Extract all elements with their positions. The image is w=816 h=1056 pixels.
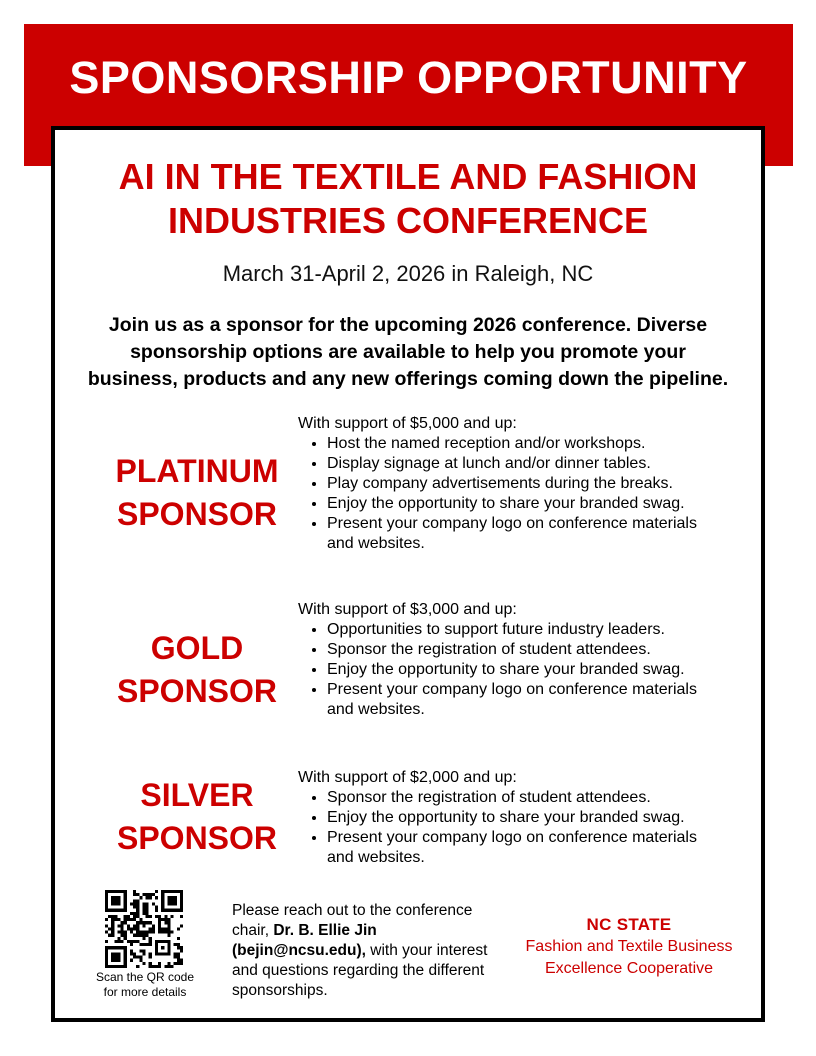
benefit-item: • Enjoy the opportunity to share your branded swag. — [327, 660, 697, 680]
tier-support: With support of $3,000 and up: — [298, 601, 517, 618]
benefit-item: • Present your company logo on conference materials and websites. — [327, 828, 697, 868]
tier-body-gold — [298, 600, 738, 720]
benefit-item: • Display signage at lunch and/or dinner tables. — [327, 454, 738, 474]
banner-title: SPONSORSHIP OPPORTUNITY — [69, 52, 748, 103]
intro-line1: Join us as a sponsor for the upcoming 2026 conference. Diverse — [108, 314, 708, 336]
tier-support: With support of $5,000 and up: — [298, 415, 517, 432]
contact-text-before: Please reach out to the conference chair, — [232, 902, 473, 939]
benefit-item: • Sponsor the registration of student attendees. — [327, 788, 738, 808]
benefit-item: • Sponsor the registration of student attendees. — [327, 640, 738, 660]
tier-body-platinum — [298, 414, 738, 554]
tier-name-platinum — [85, 450, 309, 536]
conference-title-line1: AI IN THE TEXTILE AND FASHION — [118, 156, 698, 197]
benefit-item: • Opportunities to support future industry leaders. — [327, 620, 738, 640]
conference-title — [55, 155, 761, 243]
qr-caption-line1: Scan the QR code — [95, 970, 195, 984]
benefit-item: • Present your company logo on conference materials and websites. — [327, 514, 697, 554]
intro-text — [63, 312, 753, 393]
intro-line2: sponsorship options are available to help you promote your — [130, 341, 686, 363]
benefit-list — [298, 434, 738, 554]
benefit-item: • Host the named reception and/or workshops. — [327, 434, 738, 454]
brand-sub-line1: Fashion and Textile Business — [525, 938, 733, 955]
content-card — [51, 126, 765, 1022]
benefit-item: • Enjoy the opportunity to share your branded swag. — [327, 808, 738, 828]
benefit-item: • Enjoy the opportunity to share your branded swag. — [327, 494, 697, 514]
tier-name-line1: SILVER — [140, 777, 254, 813]
date-location: March 31-April 2, 2026 in Raleigh, NC — [222, 261, 594, 286]
tier-body-silver — [298, 768, 738, 868]
tier-name-line2: SPONSOR — [116, 496, 278, 532]
tier-name-line2: SPONSOR — [116, 673, 278, 709]
tier-name-silver — [85, 774, 309, 860]
intro-line3: business, products and any new offerings coming down the pipeline. — [87, 368, 729, 390]
brand-head: NC STATE — [586, 915, 672, 934]
benefit-list — [298, 788, 738, 868]
contact-text-after: with your interest and questions regarding the different sponsorships. — [232, 942, 488, 999]
organization-logo — [510, 914, 748, 980]
chair-email[interactable]: (bejin@ncsu.edu), — [232, 942, 366, 959]
conference-title-line2: INDUSTRIES CONFERENCE — [167, 200, 649, 241]
brand-sub-line2: Excellence Cooperative — [544, 960, 714, 977]
qr-caption-line2: for more details — [103, 985, 187, 999]
tier-name-line1: GOLD — [150, 630, 244, 666]
chair-name: Dr. B. Ellie Jin — [273, 922, 377, 939]
benefit-item: • Present your company logo on conference materials and websites. — [327, 680, 697, 720]
qr-code-image[interactable] — [105, 890, 183, 968]
tier-name-line2: SPONSOR — [116, 820, 278, 856]
tier-name-line1: PLATINUM — [115, 453, 279, 489]
tier-support: With support of $2,000 and up: — [298, 769, 517, 786]
tier-name-gold — [85, 627, 309, 713]
benefit-item: • Play company advertisements during the breaks. — [327, 474, 738, 494]
qr-caption — [83, 970, 207, 1000]
contact-paragraph — [232, 901, 502, 1001]
benefit-list — [298, 620, 738, 720]
